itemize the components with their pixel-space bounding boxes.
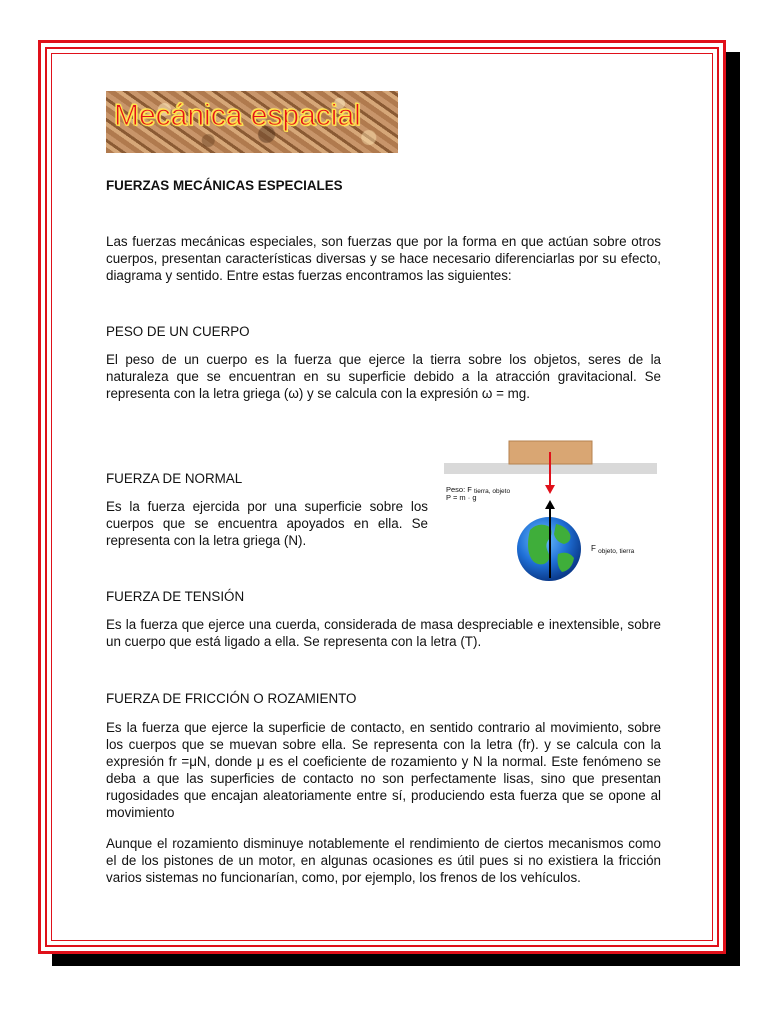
banner-title: Mecánica espacial <box>114 99 361 132</box>
peso-label-sub: tierra, objeto <box>473 488 511 495</box>
section-paragraph-tension: Es la fuerza que ejerce una cuerda, considerada de masa despreciable e inextensible, sobre un cuerpo que está ligado a ella. Se representa con la letra (T). <box>106 617 661 649</box>
title-banner <box>106 91 398 153</box>
section-paragraph-friccion-2: Aunque el rozamiento disminuye notablemente el rendimiento de ciertos mecanismos como el de los pistones de un motor, en algunas ocasiones es útil pues si no existiera la fricción varios sistemas no funcionarían, como, por ejemplo, los frenos de los vehículos. <box>106 836 661 885</box>
main-heading: FUERZAS MECÁNICAS ESPECIALES <box>106 178 343 193</box>
section-title-tension: FUERZA DE TENSIÓN <box>106 589 245 604</box>
arrow-down-head <box>545 485 555 494</box>
section-title-peso: PESO DE UN CUERPO <box>106 324 250 339</box>
section-paragraph-normal: Es la fuerza ejercida por una superficie sobre los cuerpos que se encuentra apoyados en ella. Se representa con la letra griega (N). <box>106 499 428 548</box>
reaction-label-main: F <box>591 544 596 553</box>
arrow-up-head <box>545 500 555 509</box>
section-title-friccion: FUERZA DE FRICCIÓN O ROZAMIENTO <box>106 691 357 706</box>
weight-diagram <box>444 438 658 586</box>
reaction-label <box>591 544 635 555</box>
intro-paragraph: Las fuerzas mecánicas especiales, son fuerzas que por la forma en que actúan sobre otros cuerpos, presentan características diversas y se hace necesario diferenciarlas por su efecto, diagrama y sentido. Entre estas fuerzas encontramos las siguientes: <box>106 234 661 283</box>
section-paragraph-friccion-1: Es la fuerza que ejerce la superficie de contacto, en sentido contrario al movimiento, sobre los cuerpos que se muevan sobre ella. Se representa con la letra (fr). y se calcula con la expresión fr =μN, donde μ es el coeficiente de rozamiento y N la normal. Este fenómeno se deba a que las superficies de contacto no son perfectamente lisas, sino que presentan rugosidades que encajan aleatoriamente entre sí, produciendo esta fuerza que se opone al movimiento <box>106 720 661 820</box>
peso-formula: P = m · g <box>446 493 477 502</box>
peso-label-main: Peso: F <box>446 485 472 494</box>
weight-diagram-svg <box>444 438 658 586</box>
section-paragraph-peso: El peso de un cuerpo es la fuerza que ejerce la tierra sobre los objetos, seres de la naturaleza que se encuentran en su superficie debido a la atracción gravitacional. Se representa con la letra griega (ω) y se calcula con la expresión ω = mg. <box>106 352 661 401</box>
section-title-normal: FUERZA DE NORMAL <box>106 471 243 486</box>
reaction-label-sub: objeto, tierra <box>598 548 635 555</box>
